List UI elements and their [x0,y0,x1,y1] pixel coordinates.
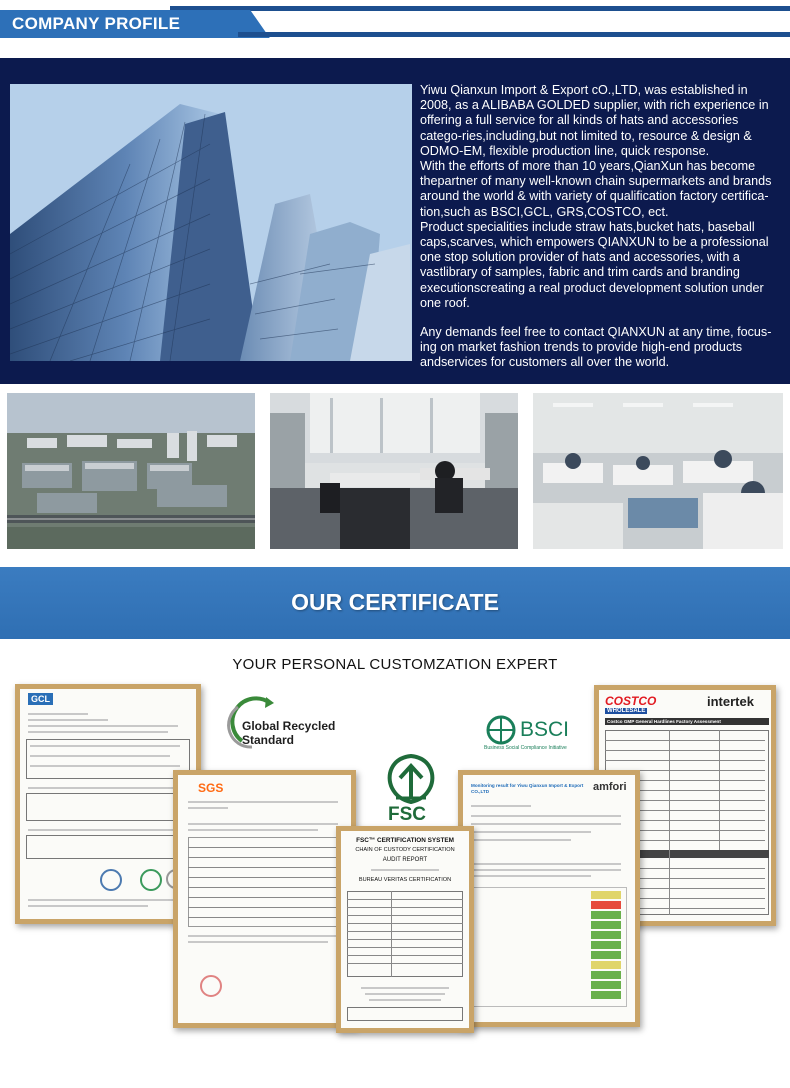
fsc-audit-certificate [336,826,474,1033]
fsc-doc-line3: AUDIT REPORT [382,857,428,863]
certificate-banner [0,567,790,639]
fsc-text: FSC [388,804,426,825]
workshop-photo [533,393,783,549]
gcl-logo: GCL [28,693,53,705]
profile-paragraph: Product specialities include straw hats,bucket hats, baseball caps,scarves, which empowers QIANXUN to be a professional one stop solution provider of hats and accessories, with a vastlibrary of samples, fabric and trim cards and branding executionscreating a real product development solution under one roof. [420,219,769,310]
profile-paragraph: Yiwu Qianxun Import & Export cO.,LTD, was established in 2008, as a ALIBABA GOLDED supplier, with rich experience in offering a full service for all kinds of hats and accessories catego-ries,including,but not limited to, resource & design & ODMO-EM, flexible production line, quick response. [420,83,769,158]
header-stripe [170,6,790,11]
factory-aerial-photo [7,393,255,549]
costco-logo: COSTCO [605,694,657,708]
profile-paragraph: Any demands feel free to contact QIANXUN at any time, focus-ing on market fashion trends to provide high-end products andservices for customers all over the world. [420,325,772,370]
company-profile-section [0,58,790,384]
section-title-company-profile: COMPANY PROFILE [12,14,181,33]
sgs-logo: SGS [198,781,224,795]
section-title-our-certificate: OUR CERTIFICATE [291,589,499,615]
fsc-doc-line2: CHAIN OF CUSTODY CERTIFICATION [355,847,455,853]
header-stripe [238,32,790,37]
fsc-doc-line1: FSC™ CERTIFICATION SYSTEM [356,837,454,844]
bsci-logo [484,715,604,753]
profile-paragraph: With the efforts of more than 10 years,QianXun has become thepartner of many well-known chain supermarkets and brands around the world & with variety of qualification factory certifica-tion,such as BSCI,GCL, GRS,COSTCO, ect. [420,159,772,219]
bsci-text: BSCI [520,718,570,741]
sgs-certificate [173,770,356,1028]
fsc-logo [376,752,446,830]
costco-wholesale: WHOLESALE [607,708,646,714]
amfori-logo: amfori [593,781,627,793]
page-header [0,0,790,50]
grs-text-line1: Global Recycled [242,719,336,733]
amfori-heading: Monitoring result for Yiwu Qianxun Import & Export CO.,LTD [471,783,584,794]
grs-logo [222,693,342,753]
costco-heading: Costco GMP General Hardlines Factory Assessment [605,718,769,725]
profile-description [420,83,782,371]
bsci-subtitle: Business Social Compliance Initiative [484,745,567,751]
building-image [10,84,412,361]
grs-text-line2: Standard [242,733,295,747]
skyscraper-illustration [10,84,412,361]
tagline: YOUR PERSONAL CUSTOMZATION EXPERT [232,656,558,673]
office-photo [270,393,518,549]
amfori-certificate [458,770,640,1027]
fsc-doc-line4: BUREAU VERITAS CERTIFICATION [358,877,452,883]
intertek-logo: intertek [707,694,754,709]
